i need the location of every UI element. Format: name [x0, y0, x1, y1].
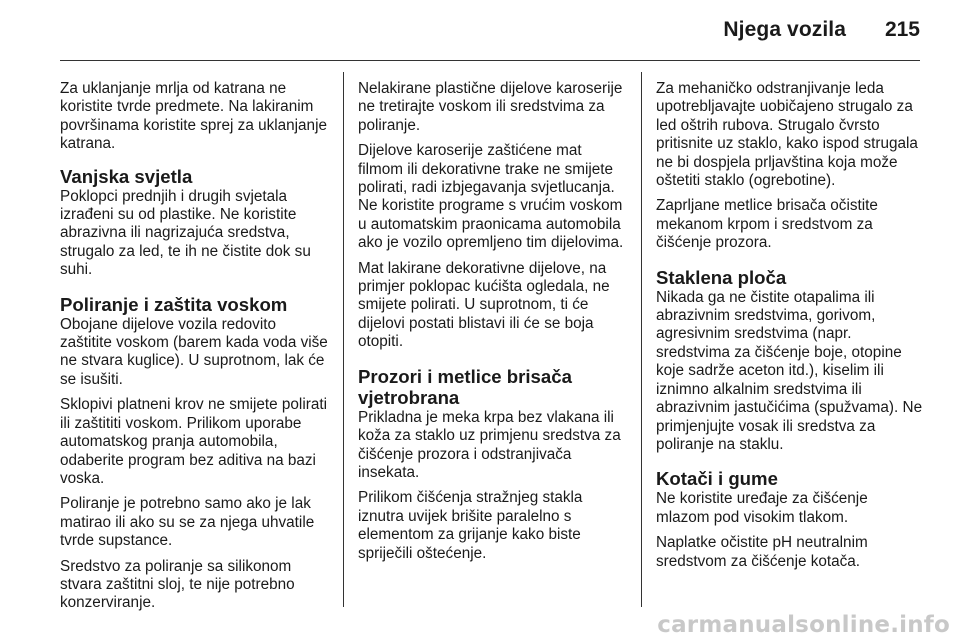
page-number: 215 — [884, 18, 920, 41]
paragraph-matte-film: Dijelove karoserije zaštićene mat filmom ili dekorativne trake ne smijete polirati, radi izbjegavanja svjetlucanja. Ne koristite programe s vrućim voskom u automatskim praonicama automobila ako je vozilo opremljeno tim dijelovima. — [358, 142, 624, 252]
paragraph-polish-1: Obojane dijelove vozila redovito zaštitite voskom (barem kada voda više ne stvara kuglice). U suprotnom, lak će se isušiti. — [60, 315, 328, 388]
watermark: carmanualsonline.info — [657, 612, 950, 638]
heading-glass-panel: Staklena ploča — [656, 266, 787, 288]
paragraph-tar-removal: Za uklanjanje mrlja od katrana ne koristite tvrde predmete. Na lakiranim površinama koristite sprej za uklanjanje katrana. — [60, 80, 327, 153]
paragraph-windows-1: Prikladna je meka krpa bez vlakana ili koža za staklo uz primjenu sredstva za čišćenje prozora i odstranjivača insekata. — [358, 408, 621, 481]
paragraph-wiper-blades: Zaprljane metlice brisača očistite mekanom krpom i sredstvom za čišćenje prozora. — [656, 197, 878, 252]
heading-windows-wipers: Prozori i metlice brisača vjetrobrana — [358, 365, 572, 408]
column-3 — [656, 80, 924, 578]
heading-wheels-tyres: Kotači i gume — [656, 468, 778, 490]
paragraph-matte-trim: Mat lakirane dekorativne dijelove, na primjer poklopac kućišta ogledala, ne smijete polirati. U suprotnom, ti će dijelovi postati blistavi ili će se boja otopiti. — [358, 259, 610, 351]
paragraph-wheels-2: Naplatke očistite pH neutralnim sredstvom za čišćenje kotača. — [656, 534, 868, 570]
paragraph-plastic-parts: Nelakirane plastične dijelove karoserije ne tretirajte voskom ili sredstvima za poliranje. — [358, 80, 623, 134]
paragraph-wheels-1: Ne koristite uređaje za čišćenje mlazom pod visokim tlakom. — [656, 490, 868, 526]
column-divider-2 — [641, 72, 642, 607]
paragraph-polish-2: Sklopivi platneni krov ne smijete polirati ili zaštititi voskom. Prilikom uporabe automatskog pranja automobila, odaberite program bez aditiva na bazi voska. — [60, 396, 327, 487]
paragraph-polish-4: Sredstvo za poliranje sa silikonom stvara zaštitni sloj, te nije potrebno konzerviranje. — [60, 557, 295, 612]
paragraph-lights: Poklopci prednjih i drugih svjetala izrađeni su od plastike. Ne koristite abrazivna ili nagrizajuća sredstva, strugalo za led, te ih ne čistite dok su suhi. — [60, 187, 311, 279]
heading-polishing: Poliranje i zaštita voskom — [60, 293, 288, 315]
header-divider — [60, 60, 920, 61]
paragraph-windows-2: Prilikom čišćenja stražnjeg stakla iznutra uvijek brišite paralelno s elementom za grijanje kako biste spriječili oštećenje. — [358, 489, 583, 562]
column-1 — [60, 80, 328, 620]
column-2 — [358, 80, 626, 570]
section-title: Njega vozila — [723, 18, 846, 41]
paragraph-ice-removal: Za mehaničko odstranjivanje leda upotrebljavajte uobičajeno strugalo za led oštrih rubova. Strugalo čvrsto pritisnite uz staklo, kako ispod strugala ne bi dospjela prljavština koja može oštetiti staklo (ogrebotine). — [656, 80, 918, 190]
column-divider-1 — [343, 72, 344, 607]
paragraph-glass-panel: Nikada ga ne čistite otapalima ili abrazivnim sredstvima, gorivom, agresivnim sredstvima (napr. sredstvima za čišćenje boje, otopine koje sadrže aceton itd.), kiselim ili iznimno alkalnim sredstvima ili abrazivnim jastučićima (spužvama). Ne primjenjujte vosak ili sredstva za poliranje na staklu. — [656, 288, 923, 453]
paragraph-polish-3: Poliranje je potrebno samo ako je lak matirao ili ako su se za njega uhvatile tvrde supstance. — [60, 495, 315, 550]
heading-exterior-lights: Vanjska svjetla — [60, 165, 193, 187]
